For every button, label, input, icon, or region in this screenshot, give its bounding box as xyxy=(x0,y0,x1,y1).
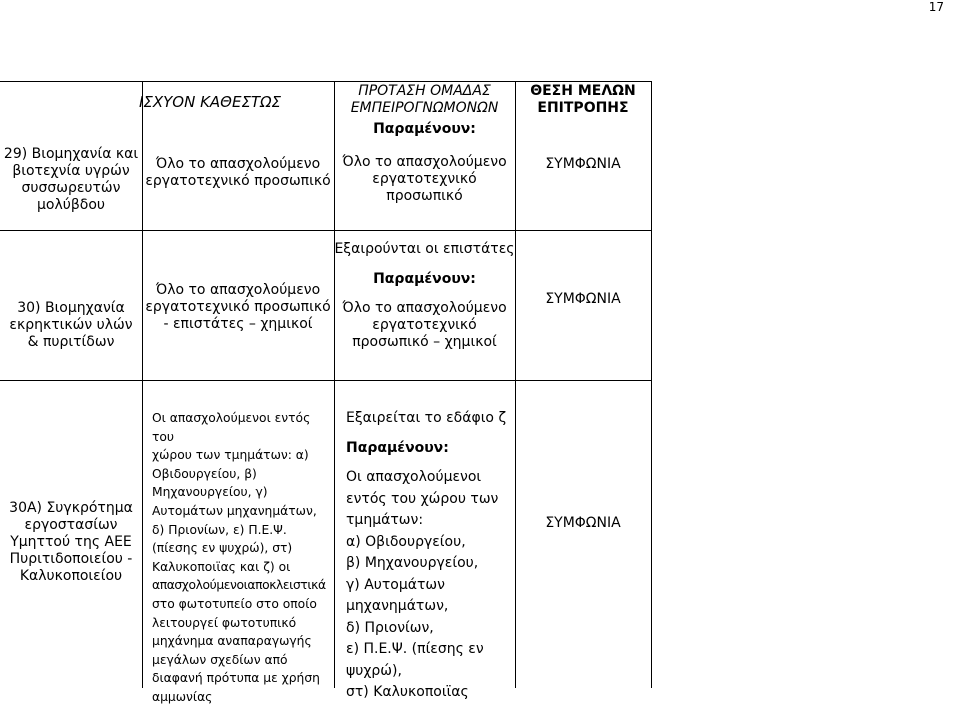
row3-proposal-line: α) Οβιδουργείου, xyxy=(346,533,466,550)
page-number: 17 xyxy=(928,0,944,14)
row2-current-line: Όλο το απασχολούμενο xyxy=(155,282,321,298)
row3-current-line: Καλυκοποιϊας και ζ) οι xyxy=(152,559,291,574)
row2-current-line: εργατοτεχνικό προσωπικό xyxy=(145,299,331,315)
row3-proposal-line: ε) Π.Ε.Ψ. (πίεσης εν xyxy=(346,641,484,657)
row1-spacer xyxy=(334,138,515,154)
row2-proposal xyxy=(334,241,515,351)
row3-spacer-2 xyxy=(346,459,515,467)
row3-proposal-line: μηχανημάτων, xyxy=(346,598,449,614)
row3-sector-line: εργοστασίων xyxy=(24,517,118,533)
row3-sector-line: Υμηττού της ΑΕΕ xyxy=(10,534,132,550)
row3-current-line: χώρου των τμημάτων: α) xyxy=(152,448,309,463)
row1-sector-line: 29) Βιομηχανία και xyxy=(3,146,139,162)
row1-sector xyxy=(0,146,142,214)
row3-current-line: Αυτομάτων μηχανημάτων, xyxy=(152,503,317,518)
row3-current-line: μηχάνημα αναπαραγωγής xyxy=(152,634,312,649)
row3-proposal-line: ψυχρώ), xyxy=(346,662,402,679)
row3-proposal-label: Παραμένουν: xyxy=(346,439,449,456)
row3-current-line: διαφανή πρότυπα με χρήση xyxy=(152,671,320,686)
row2-bottom-border xyxy=(0,380,652,381)
header-committee-line1: ΘΕΣΗ ΜΕΛΩΝ xyxy=(530,83,636,99)
row2-current-line: - επιστάτες – χημικοί xyxy=(163,316,313,332)
row3-current-line: (πίεσης εν ψυχρώ), στ) xyxy=(152,541,293,556)
row3-proposal-line: γ) Αυτομάτων xyxy=(346,576,445,593)
row2-sector-line: 30) Βιομηχανία xyxy=(17,300,125,316)
row2-sector xyxy=(0,300,142,351)
header-proposal xyxy=(334,83,515,117)
header-committee xyxy=(515,83,651,117)
row3-current-line: Οι απασχολούμενοι εντός του xyxy=(152,411,311,444)
row2-spacer-1 xyxy=(334,258,515,271)
row1-sector-line: συσσωρευτών xyxy=(21,180,121,196)
row2-proposal-line: προσωπικό – χημικοί xyxy=(352,334,497,350)
row3-proposal xyxy=(346,408,515,704)
row1-position-text: ΣΥΜΦΩΝΙΑ xyxy=(545,156,621,172)
row1-sector-line: μολύβδου xyxy=(36,197,106,213)
row3-sector xyxy=(0,500,142,585)
row3-proposal-pre: Εξαιρείται το εδάφιο ζ xyxy=(346,410,507,426)
row3-current-line: αμμωνίας xyxy=(152,689,213,704)
row3-sector-line: Πυριτιδοποιείου - xyxy=(9,551,133,567)
row1-proposal-label: Παραμένουν: xyxy=(373,121,476,137)
row1-bottom-border xyxy=(0,230,652,231)
row3-proposal-line: Οι απασχολούμενοι xyxy=(346,469,482,485)
row3-current xyxy=(152,409,334,707)
row2-proposal-line: εργατοτεχνικό xyxy=(372,317,477,333)
row3-proposal-line: δ) Πριονίων, xyxy=(346,619,434,636)
row3-current-line: στο φωτοτυπείο στο οποίο xyxy=(152,596,317,611)
row1-current-line: Όλο το απασχολούμενο xyxy=(155,156,321,172)
header-current-status-text: ΙΣΧΥΟΝ ΚΑΘΕΣΤΩΣ xyxy=(138,93,282,111)
header-proposal-line1: ΠΡΟΤΑΣΗ ΟΜΑΔΑΣ xyxy=(358,83,491,99)
row1-proposal xyxy=(334,121,515,205)
row3-proposal-line: τμημάτων: xyxy=(346,512,424,528)
header-committee-line2: ΕΠΙΤΡΟΠΗΣ xyxy=(537,100,629,116)
row2-current xyxy=(142,282,334,333)
row1-proposal-line: Όλο το απασχολούμενο xyxy=(342,154,507,170)
row3-current-line: απασχολούμενοιαποκλειστικά xyxy=(152,578,326,593)
row3-sector-line: Καλυκοποιείου xyxy=(19,568,123,584)
row3-position-text: ΣΥΜΦΩΝΙΑ xyxy=(545,515,621,531)
row1-current xyxy=(142,156,334,190)
row3-current-line: Μηχανουργείου, γ) xyxy=(152,485,268,500)
row2-proposal-pre: Εξαιρούνται οι επιστάτες xyxy=(334,241,515,257)
header-proposal-line2: ΕΜΠΕΙΡΟΓΝΩΜΟΝΩΝ xyxy=(350,100,499,116)
row3-current-line: δ) Πριονίων, ε) Π.Ε.Ψ. xyxy=(152,522,287,537)
row3-position xyxy=(515,515,651,532)
row3-proposal-line: εντός του χώρου των xyxy=(346,490,499,507)
row1-current-line: εργατοτεχνικό προσωπικό xyxy=(145,173,331,189)
header-current-status xyxy=(60,94,360,111)
row3-proposal-line: στ) Καλυκοποιϊας xyxy=(346,684,469,700)
row3-current-line: λειτουργεί φωτοτυπικό xyxy=(152,615,297,630)
row1-sector-line: βιοτεχνία υγρών xyxy=(12,163,130,179)
row3-current-line: μεγάλων σχεδίων από xyxy=(152,652,288,667)
row2-proposal-line: Όλο το απασχολούμενο xyxy=(342,300,507,316)
row2-sector-line: & πυριτίδων xyxy=(27,334,115,350)
row2-proposal-label: Παραμένουν: xyxy=(373,271,476,287)
top-border xyxy=(0,81,652,82)
row3-spacer-1 xyxy=(346,430,515,438)
row2-position-text: ΣΥΜΦΩΝΙΑ xyxy=(545,291,621,307)
row2-spacer-2 xyxy=(334,288,515,300)
row2-sector-line: εκρηκτικών υλών xyxy=(9,317,133,333)
row3-proposal-line: β) Μηχανουργείου, xyxy=(346,555,479,571)
row1-proposal-line: εργατοτεχνικό xyxy=(372,171,477,187)
row3-sector-line: 30Α) Συγκρότημα xyxy=(9,500,133,516)
row1-proposal-line: προσωπικό xyxy=(386,188,463,204)
row1-position xyxy=(515,156,651,173)
row3-current-line: Οβιδουργείου, β) xyxy=(152,466,257,481)
row2-position xyxy=(515,291,651,308)
col-border-4 xyxy=(651,81,652,688)
